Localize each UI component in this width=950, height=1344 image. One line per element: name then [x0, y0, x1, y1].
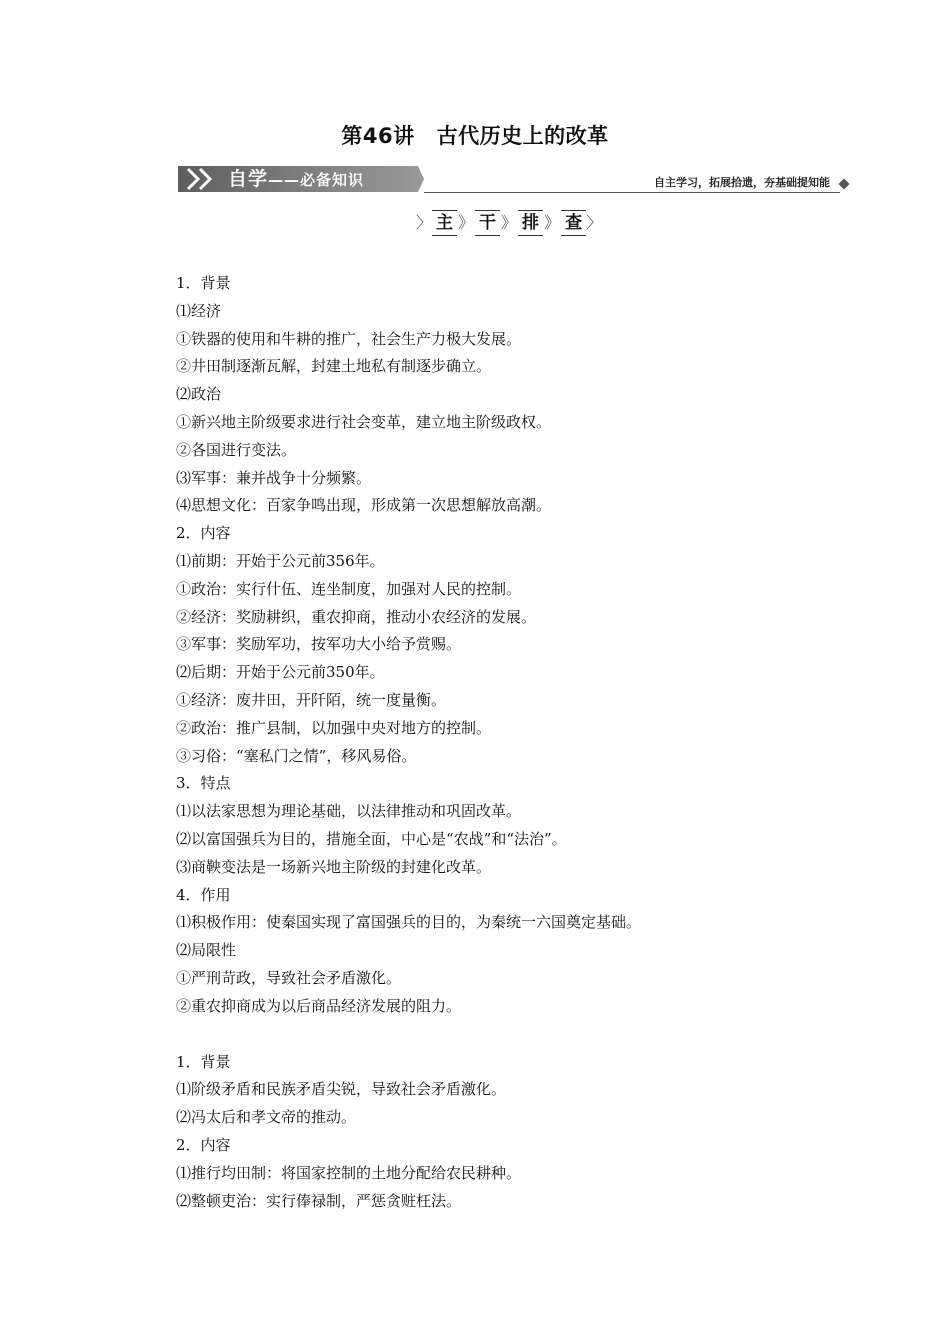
sub-header-char: 排	[518, 210, 543, 236]
lecture-number: 第46讲	[341, 124, 415, 148]
sub-header-separator: 》	[544, 213, 561, 232]
text-line: ②经济：奖励耕织，重农抑商，推动小农经济的发展。	[176, 607, 537, 626]
text-line: ⑵政治	[176, 385, 222, 404]
banner-label	[228, 168, 364, 190]
lecture-topic: 古代历史上的改革	[436, 124, 609, 148]
sub-header-char: 干	[475, 210, 500, 236]
text-line: 1．背景	[176, 274, 231, 292]
block-gap	[176, 1021, 816, 1049]
text-line: ③习俗：“塞私门之情”，移风易俗。	[176, 746, 417, 765]
text-line: ②政治：推广县制，以加强中央对地方的控制。	[176, 718, 492, 737]
double-chevron-icon	[184, 167, 224, 191]
text-line: 2．内容	[176, 524, 231, 543]
text-line: ⑴前期：开始于公元前356年。	[176, 551, 385, 570]
text-line: ①铁器的使用和牛耕的推广，社会生产力极大发展。	[176, 329, 522, 348]
sub-header	[416, 209, 602, 237]
text-line: ①经济：废井田，开阡陌，统一度量衡。	[176, 690, 447, 709]
diamond-icon	[838, 178, 849, 189]
banner-subtitle: 自主学习，拓展拾遗，夯基础提知能	[654, 176, 830, 189]
text-line: ⑷思想文化：百家争鸣出现，形成第一次思想解放高潮。	[176, 496, 552, 515]
text-line: ①政治：实行什伍、连坐制度，加强对人民的控制。	[176, 579, 522, 598]
text-line: ⑵冯太后和孝文帝的推动。	[176, 1108, 357, 1127]
text-line: ⑴积极作用：使秦国实现了富国强兵的目的，为秦统一六国奠定基础。	[176, 913, 642, 932]
content-body	[176, 270, 816, 1215]
text-line: ②各国进行变法。	[176, 440, 297, 459]
text-line: ②井田制逐渐瓦解，封建土地私有制逐步确立。	[176, 357, 492, 376]
text-line: ⑵整顿吏治：实行俸禄制，严惩贪赃枉法。	[176, 1191, 462, 1210]
text-line: 3．特点	[176, 774, 231, 793]
sub-header-separator: 》	[501, 213, 518, 232]
text-line: ⑴阶级矛盾和民族矛盾尖锐，导致社会矛盾激化。	[176, 1080, 507, 1099]
sub-header-left-cap: 〉	[416, 213, 433, 232]
banner-rule	[424, 192, 840, 193]
sub-header-char: 查	[561, 210, 586, 236]
text-line: ①严刑苛政，导致社会矛盾激化。	[176, 968, 402, 987]
content-block	[176, 270, 816, 1021]
banner-label-main: 自学	[228, 168, 269, 190]
text-line: ⑵局限性	[176, 941, 237, 960]
text-line: ②重农抑商成为以后商品经济发展的阻力。	[176, 996, 462, 1015]
text-line: 1．背景	[176, 1052, 231, 1071]
sub-header-separator: 》	[458, 213, 475, 232]
text-line: 4．作用	[176, 885, 231, 904]
text-line: ⑵以富国强兵为目的，措施全面，中心是“农战”和“法治”。	[176, 829, 567, 848]
text-line: ⑶商鞅变法是一场新兴地主阶级的封建化改革。	[176, 857, 492, 876]
text-line: ③军事：奖励军功，按军功大小给予赏赐。	[176, 635, 462, 654]
sub-header-char: 主	[432, 210, 457, 236]
text-line: ⑶军事：兼并战争十分频繁。	[176, 468, 372, 487]
text-line: ⑴以法家思想为理论基础，以法律推动和巩固改革。	[176, 802, 522, 821]
text-line: ⑵后期：开始于公元前350年。	[176, 663, 385, 682]
text-line: ⑴经济	[176, 301, 222, 320]
sub-header-right-cap: 〉	[586, 213, 603, 232]
text-line: ⑴推行均田制：将国家控制的土地分配给农民耕种。	[176, 1163, 522, 1182]
banner-label-rest: ——必备知识	[268, 171, 365, 189]
text-line: 2．内容	[176, 1135, 231, 1154]
content-block	[176, 1049, 816, 1216]
page-title	[0, 120, 950, 150]
section-banner	[178, 166, 848, 194]
text-line: ①新兴地主阶级要求进行社会变革，建立地主阶级政权。	[176, 412, 552, 431]
